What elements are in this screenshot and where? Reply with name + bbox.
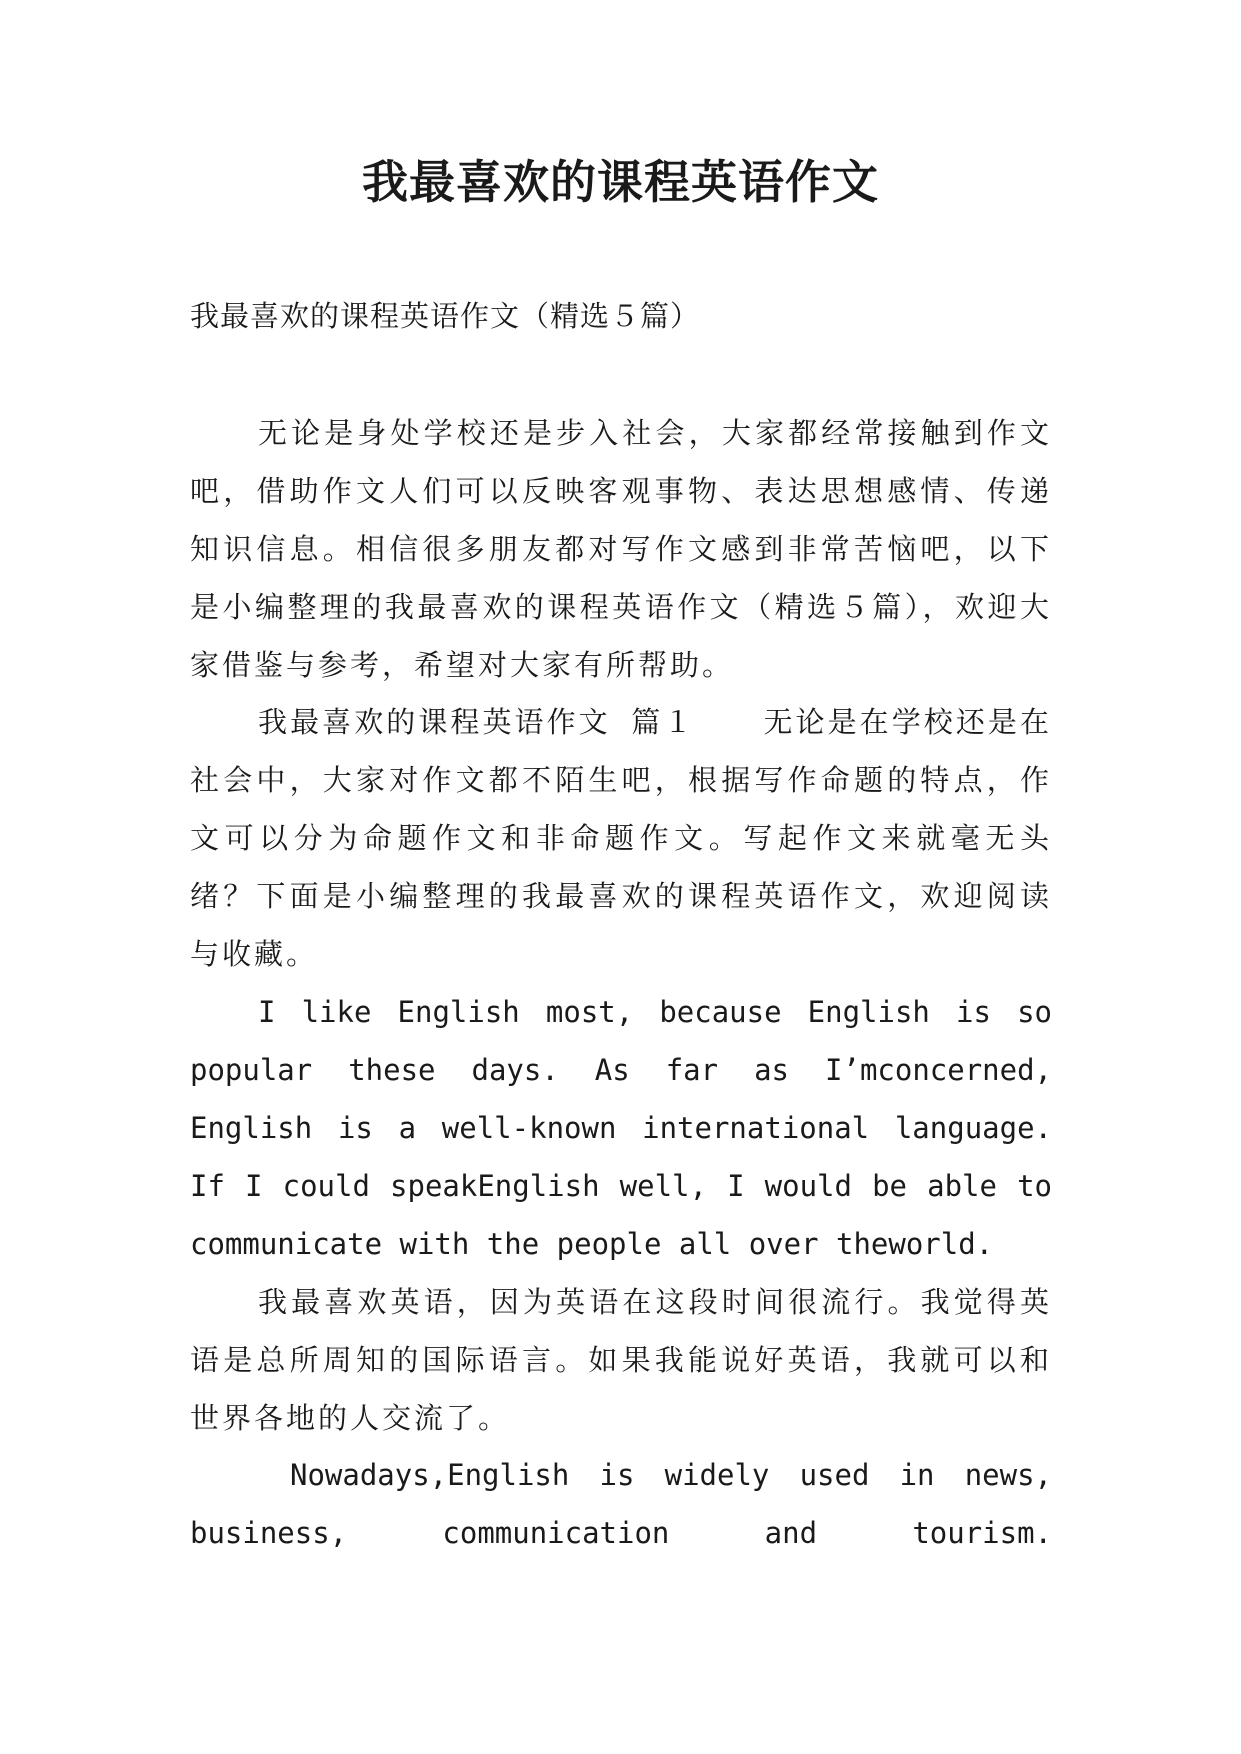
- document-subtitle: 我最喜欢的课程英语作文（精选５篇）: [190, 299, 701, 333]
- intro-paragraph: 无论是身处学校还是步入社会，大家都经常接触到作文吧，借助作文人们可以反映客观事物、表达思想感情、传递知识信息。相信很多朋友都对写作文感到非常苦恼吧，以下是小编整理的我最喜欢的课程英语作文（精选５篇），欢迎大家借鉴与参考，希望对大家有所帮助。: [190, 416, 1052, 682]
- english-paragraph-2: [190, 1446, 1052, 1562]
- english-paragraph-2-line-2: business, communication and tourism.: [190, 1516, 1052, 1550]
- section-heading: 我最喜欢的课程英语作文 篇１: [258, 705, 696, 739]
- section-1-paragraph: [190, 693, 1052, 983]
- chinese-translation-paragraph-1: 我最喜欢英语，因为英语在这段时间很流行。我觉得英语是总所周知的国际语言。如果我能说好英语，我就可以和世界各地的人交流了。: [190, 1285, 1052, 1435]
- document-title: 我最喜欢的课程英语作文: [362, 155, 879, 209]
- section-intro-text: 无论是在学校还是在社会中，大家对作文都不陌生吧，根据写作命题的特点，作文可以分为命题作文和非命题作文。写起作文来就毫无头绪？下面是小编整理的我最喜欢的课程英语作文，欢迎阅读与收藏。: [190, 705, 1052, 971]
- english-paragraph-1: I like English most, because English is so popular these days. As far as I’mconcerned, English is a well-known international language. If I could speakEnglish well, I would be able to communicate with the people all over theworld.: [190, 995, 1052, 1261]
- english-paragraph-2-line-1: Nowadays,English is widely used in news,: [290, 1458, 1052, 1492]
